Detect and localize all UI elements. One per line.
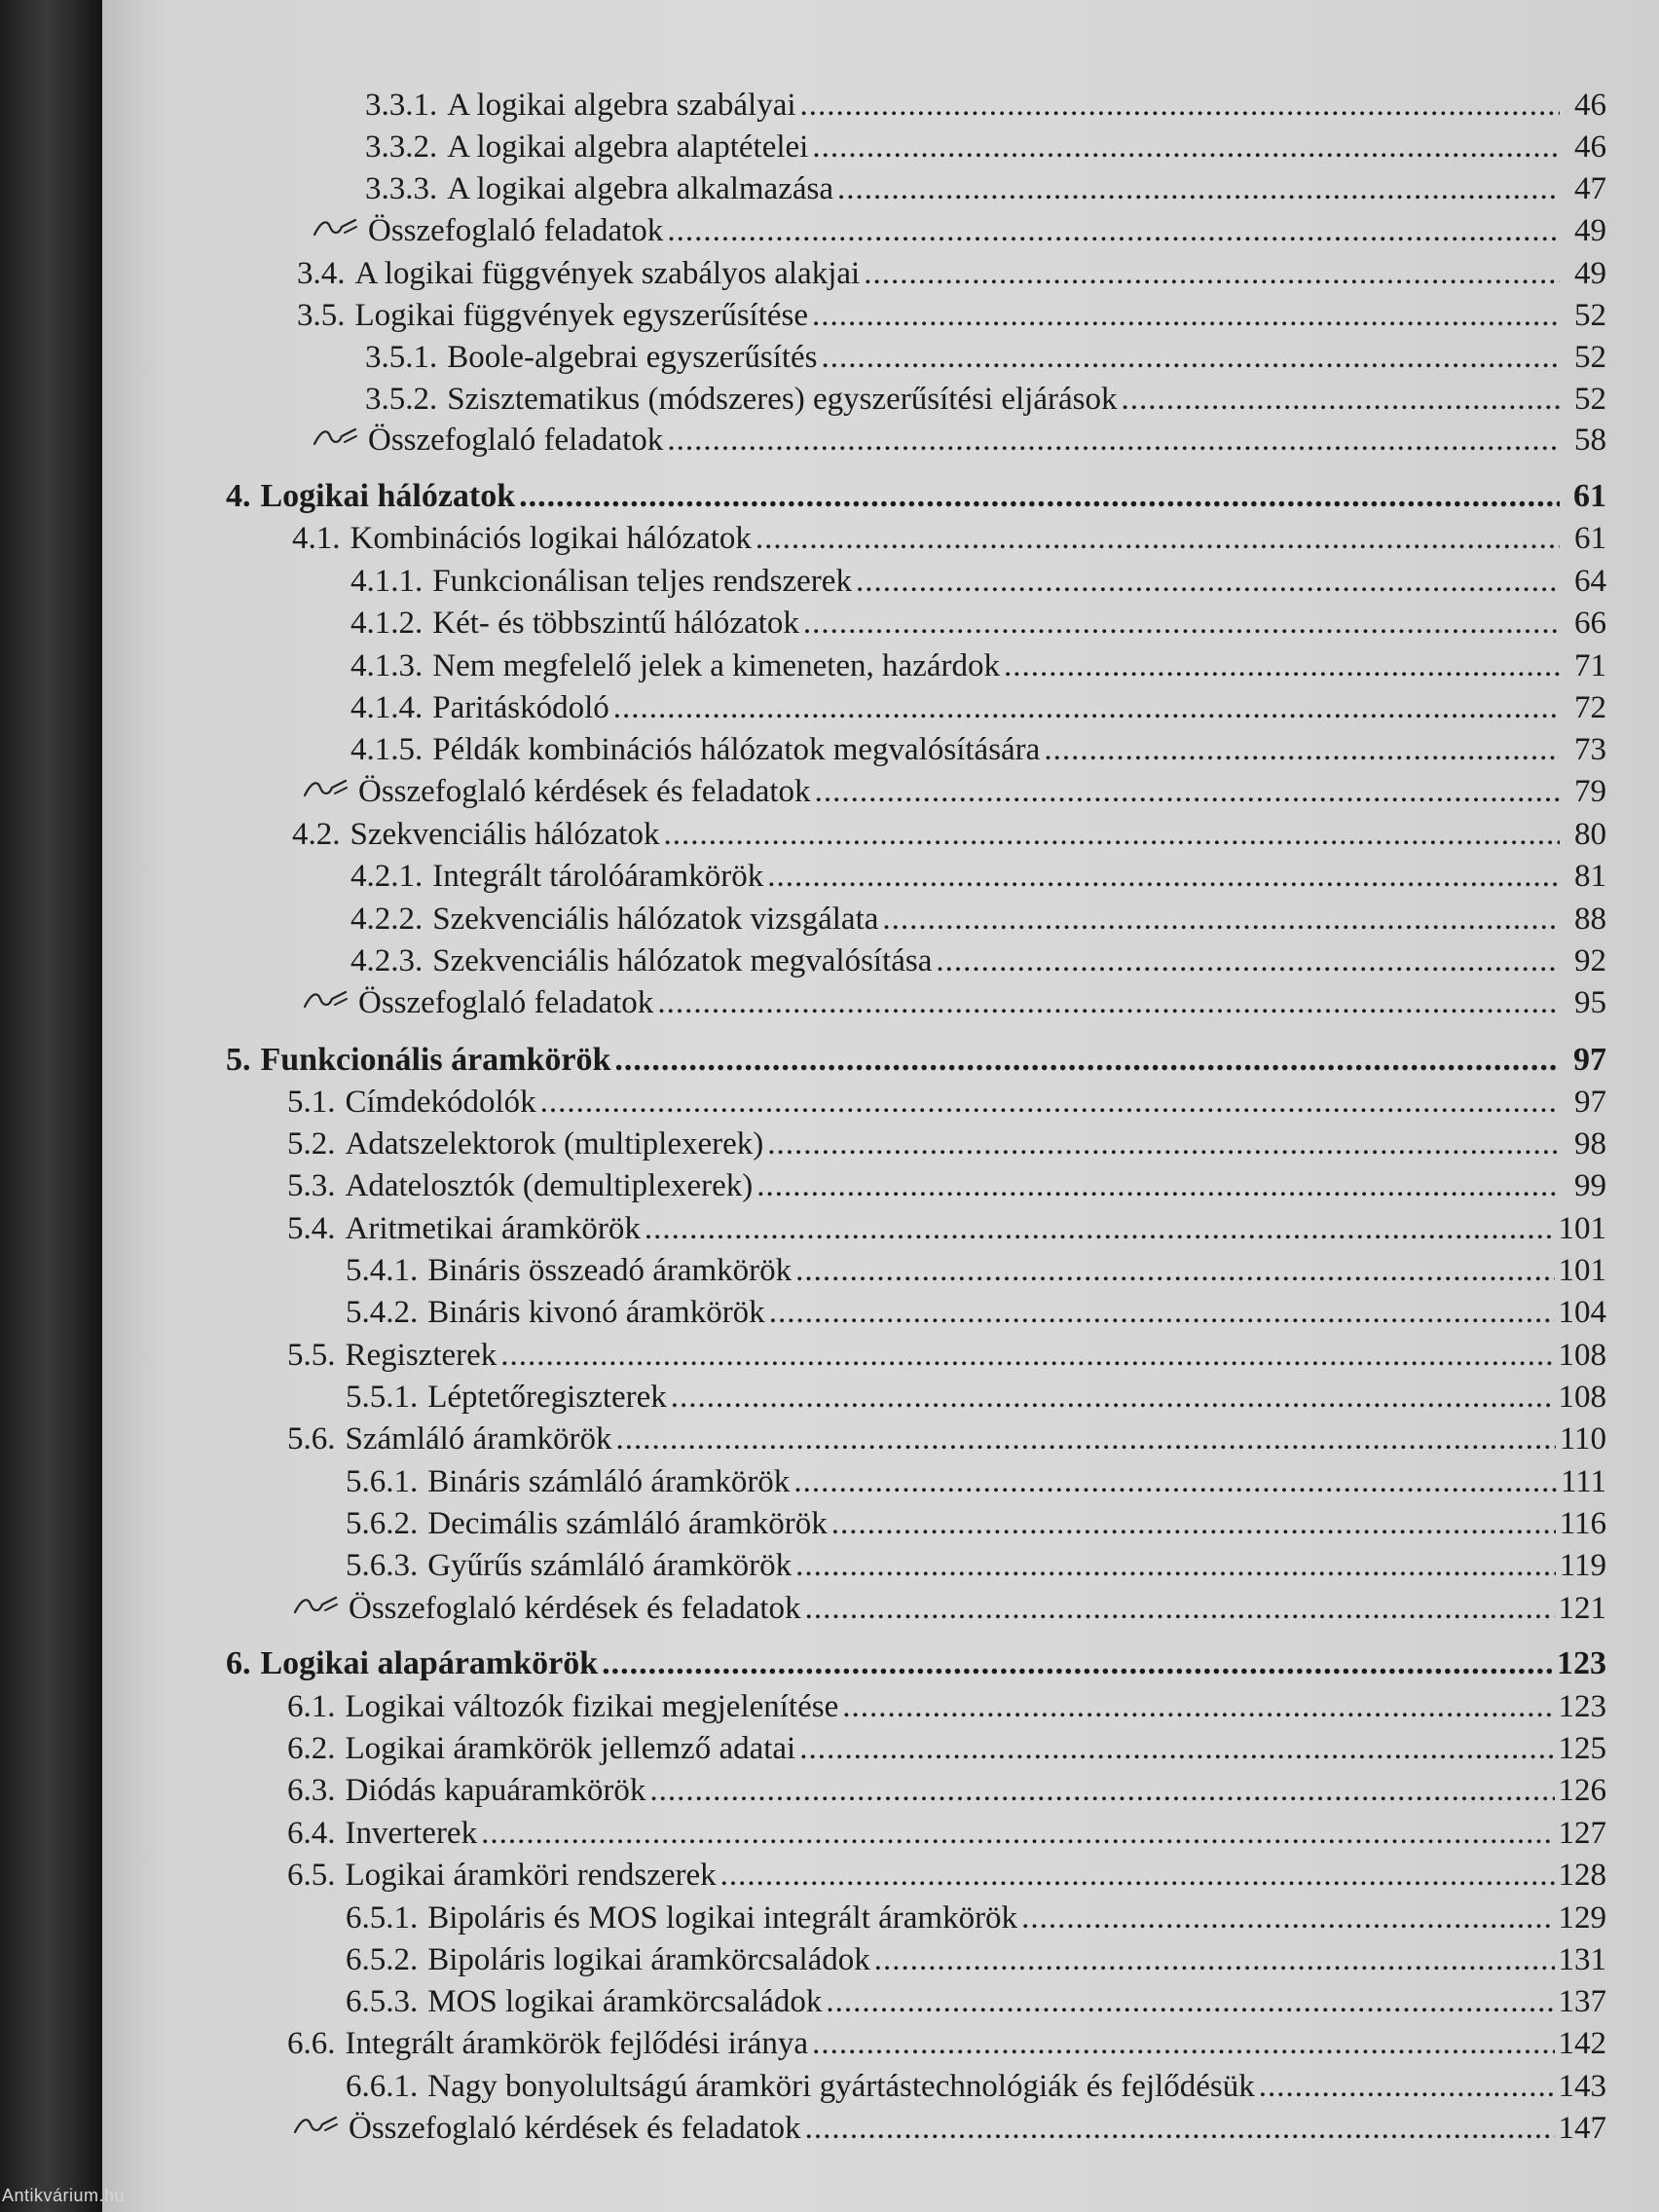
toc-entry-title: Bináris számláló áramkörök	[427, 1464, 791, 1499]
toc-entry-title: Összefoglaló feladatok	[368, 213, 664, 248]
toc-entry-title: Példák kombinációs hálózatok megvalósítására	[432, 732, 1041, 767]
toc-entry-number: 5.1.	[287, 1085, 336, 1120]
dot-leader	[1004, 646, 1560, 685]
toc-entry-page: 121	[1558, 1591, 1606, 1626]
toc-entry-title: Bipoláris és MOS logikai integrált áramkörök	[427, 1900, 1018, 1936]
toc-entry-page: 52	[1574, 340, 1606, 375]
toc-entry	[292, 2109, 1606, 2148]
toc-entry	[365, 169, 1606, 208]
toc-entry-page: 125	[1558, 1731, 1606, 1766]
dot-leader	[793, 1462, 1557, 1501]
toc-entry-title: Integrált tárolóáramkörök	[432, 859, 764, 894]
dot-leader	[720, 1856, 1555, 1895]
dot-leader	[481, 1814, 1554, 1853]
toc-entry	[287, 1687, 1606, 1726]
toc-entry	[346, 1899, 1606, 1937]
toc-entry-number: 6.2.	[287, 1731, 336, 1766]
toc-entry	[292, 815, 1606, 854]
toc-entry-page: 80	[1574, 817, 1606, 852]
toc-entry-number: 4.1.5.	[350, 732, 424, 767]
toc-entry-title: Két- és többszintű hálózatok	[432, 606, 799, 641]
toc-entry	[287, 1336, 1606, 1375]
toc-entry-title: Szekvenciális hálózatok vizsgálata	[432, 902, 879, 937]
toc-entry	[287, 1124, 1606, 1163]
toc-entry-number: 6.5.3.	[346, 1984, 419, 2019]
toc-entry-page: 123	[1558, 1689, 1606, 1724]
toc-entry-page: 110	[1559, 1421, 1606, 1456]
toc-entry-number: 6.5.1.	[346, 1900, 419, 1936]
toc-entry-page: 129	[1558, 1900, 1606, 1936]
toc-entry-page: 49	[1574, 256, 1606, 291]
toc-entry-title: Összefoglaló kérdések és feladatok	[349, 1591, 801, 1626]
toc-entry-page: 123	[1557, 1645, 1606, 1681]
dot-leader	[756, 1166, 1560, 1205]
toc-entry-page: 52	[1574, 298, 1606, 333]
toc-entry-title: Szekvenciális hálózatok	[350, 817, 660, 852]
dot-leader	[856, 562, 1560, 601]
toc-entry-page: 73	[1574, 732, 1606, 767]
dot-leader	[800, 86, 1560, 125]
toc-entry-number: 4.2.3.	[350, 943, 424, 978]
toc-entry-title: Nem megfelelő jelek a kimeneten, hazárdok	[432, 648, 1000, 683]
toc-entry-number: 5.3.	[287, 1168, 336, 1203]
toc-entry-title: Logikai függvények egyszerűsítése	[354, 298, 809, 333]
toc-entry	[287, 1166, 1606, 1205]
dot-leader	[837, 169, 1560, 208]
dot-leader	[663, 815, 1560, 854]
toc-chapter-entry	[226, 477, 1606, 516]
dot-leader	[667, 421, 1560, 460]
toc-entry	[292, 519, 1606, 558]
toc-entry	[297, 254, 1606, 293]
toc-entry	[350, 646, 1606, 685]
toc-entry-page: 92	[1574, 943, 1606, 978]
toc-entry	[287, 1209, 1606, 1248]
toc-entry-number: 4.	[226, 478, 251, 514]
toc-entry-title: Összefoglaló feladatok	[358, 985, 654, 1020]
toc-entry-page: 142	[1558, 2026, 1606, 2061]
toc-entry-page: 47	[1574, 171, 1606, 206]
dot-leader	[874, 1940, 1555, 1979]
dot-leader	[805, 1589, 1555, 1628]
toc-entry-page: 147	[1558, 2111, 1606, 2146]
dot-leader	[602, 1644, 1553, 1683]
toc-entry-number: 5.5.	[287, 1338, 336, 1373]
toc-entry-title: Integrált áramkörök fejlődési iránya	[345, 2026, 809, 2061]
dot-leader	[864, 254, 1560, 293]
dot-leader	[540, 1083, 1560, 1122]
toc-entry-title: Funkcionálisan teljes rendszerek	[432, 564, 852, 599]
dot-leader	[831, 1504, 1556, 1543]
dot-leader	[795, 1251, 1554, 1290]
pencil-exercise-icon	[302, 772, 349, 797]
toc-entry-title: Számláló áramkörök	[345, 1421, 612, 1456]
toc-entry	[350, 857, 1606, 896]
toc-entry-page: 99	[1574, 1168, 1606, 1203]
toc-entry-page: 71	[1574, 648, 1606, 683]
toc-entry-number: 5.6.	[287, 1421, 336, 1456]
toc-entry-title: Szisztematikus (módszeres) egyszerűsítési eljárások	[447, 382, 1118, 417]
toc-entry-number: 6.5.	[287, 1858, 336, 1893]
toc-entry-number: 4.2.2.	[350, 902, 424, 937]
dot-leader	[795, 1546, 1556, 1585]
toc-entry-number: 3.3.3.	[365, 171, 438, 206]
toc-entry-title: Nagy bonyolultságú áramköri gyártástechnológiák és fejlődésük	[427, 2069, 1255, 2104]
toc-entry-title: Logikai áramkörök jellemző adatai	[345, 1731, 796, 1766]
dot-leader	[1121, 380, 1560, 419]
toc-entry	[292, 1589, 1606, 1628]
dot-leader	[645, 1209, 1555, 1248]
toc-entry-number: 4.2.1.	[350, 859, 424, 894]
dot-leader	[769, 1293, 1555, 1332]
toc-entry-title: Összefoglaló kérdések és feladatok	[349, 2111, 801, 2146]
toc-entry-title: Logikai változók fizikai megjelenítése	[345, 1689, 839, 1724]
pencil-exercise-icon	[312, 211, 358, 237]
toc-entry-number: 6.3.	[287, 1773, 336, 1808]
toc-entry-page: 119	[1559, 1548, 1606, 1583]
toc-entry-number: 3.3.1.	[365, 88, 438, 123]
dot-leader	[767, 857, 1560, 896]
toc-entry	[287, 1419, 1606, 1458]
toc-entry-title: Logikai hálózatok	[260, 478, 516, 514]
toc-entry	[287, 1729, 1606, 1768]
dot-leader	[936, 941, 1560, 980]
toc-entry-number: 6.6.1.	[346, 2069, 419, 2104]
book-spine-shadow	[0, 0, 102, 2212]
dot-leader	[799, 1729, 1554, 1768]
toc-entry-page: 88	[1574, 902, 1606, 937]
dot-leader	[1044, 730, 1560, 769]
toc-entry-title: Adatelosztók (demultiplexerek)	[345, 1168, 754, 1203]
dot-leader	[812, 128, 1560, 166]
toc-entry-page: 97	[1573, 1042, 1606, 1078]
toc-entry-page: 116	[1559, 1506, 1606, 1541]
toc-entry	[346, 1546, 1606, 1585]
pencil-exercise-icon	[302, 983, 349, 1009]
toc-entry-number: 4.1.3.	[350, 648, 424, 683]
toc-entry-page: 101	[1558, 1253, 1606, 1288]
toc-entry-title: Bináris összeadó áramkörök	[427, 1253, 793, 1288]
toc-entry	[350, 604, 1606, 643]
dot-leader	[815, 772, 1560, 811]
toc-entry	[346, 2067, 1606, 2106]
toc-entry-title: Logikai áramköri rendszerek	[345, 1858, 717, 1893]
toc-entry-title: Adatszelektorok (multiplexerek)	[345, 1126, 764, 1161]
toc-entry-page: 61	[1573, 478, 1606, 514]
toc-entry-number: 5.4.	[287, 1211, 336, 1246]
table-of-contents	[102, 0, 1659, 2212]
dot-leader	[649, 1771, 1554, 1810]
toc-entry-page: 79	[1574, 774, 1606, 809]
toc-entry	[346, 1940, 1606, 1979]
toc-entry-number: 5.6.1.	[346, 1464, 419, 1499]
toc-entry-page: 104	[1558, 1295, 1606, 1330]
toc-entry-number: 4.1.2.	[350, 606, 424, 641]
toc-entry-page: 64	[1574, 564, 1606, 599]
toc-entry	[346, 1504, 1606, 1543]
toc-entry-title: Funkcionális áramkörök	[260, 1042, 611, 1078]
toc-entry	[365, 128, 1606, 166]
dot-leader	[614, 1041, 1560, 1080]
toc-entry	[287, 1083, 1606, 1122]
toc-entry-page: 49	[1574, 213, 1606, 248]
toc-entry-title: A logikai algebra alaptételei	[447, 129, 809, 165]
toc-entry-page: 81	[1574, 859, 1606, 894]
toc-entry-title: Szekvenciális hálózatok megvalósítása	[432, 943, 933, 978]
dot-leader	[671, 1378, 1555, 1417]
toc-entry-title: Boole-algebrai egyszerűsítés	[447, 340, 818, 375]
dot-leader	[1021, 1899, 1554, 1937]
toc-entry-number: 5.4.2.	[346, 1295, 419, 1330]
toc-entry-number: 3.5.	[297, 298, 346, 333]
toc-entry	[287, 2024, 1606, 2063]
toc-entry-number: 6.1.	[287, 1689, 336, 1724]
pencil-exercise-icon	[312, 421, 358, 446]
toc-entry-page: 108	[1558, 1338, 1606, 1373]
toc-entry-number: 3.5.2.	[365, 382, 438, 417]
toc-entry-page: 143	[1558, 2069, 1606, 2104]
toc-entry-title: Összefoglaló kérdések és feladatok	[358, 774, 811, 809]
dot-leader	[756, 519, 1560, 558]
dot-leader	[805, 2109, 1555, 2148]
toc-entry-title: Összefoglaló feladatok	[368, 423, 664, 458]
toc-entry-title: Bipoláris logikai áramkörcsaládok	[427, 1942, 870, 1977]
toc-entry	[350, 730, 1606, 769]
toc-entry-page: 128	[1558, 1858, 1606, 1893]
toc-entry-number: 3.5.1.	[365, 340, 438, 375]
toc-entry-title: Kombinációs logikai hálózatok	[350, 521, 752, 556]
toc-entry-page: 126	[1558, 1773, 1606, 1808]
dot-leader	[657, 983, 1560, 1022]
toc-entry-title: Inverterek	[345, 1816, 478, 1851]
toc-entry-number: 4.1.	[292, 521, 341, 556]
toc-entry-page: 111	[1560, 1464, 1606, 1499]
toc-entry-page: 46	[1574, 129, 1606, 165]
toc-entry-number: 5.5.1.	[346, 1380, 419, 1415]
toc-entry-page: 72	[1574, 690, 1606, 725]
toc-entry-number: 3.4.	[297, 256, 346, 291]
dot-leader	[822, 338, 1560, 377]
dot-leader	[500, 1336, 1554, 1375]
toc-entry-number: 5.4.1.	[346, 1253, 419, 1288]
toc-entry-page: 108	[1558, 1380, 1606, 1415]
toc-entry-number: 5.2.	[287, 1126, 336, 1161]
toc-entry-page: 95	[1574, 985, 1606, 1020]
dot-leader	[882, 900, 1560, 939]
toc-entry	[297, 296, 1606, 335]
toc-entry-title: A logikai algebra szabályai	[447, 88, 796, 123]
toc-entry	[350, 941, 1606, 980]
toc-entry-page: 66	[1574, 606, 1606, 641]
toc-entry	[287, 1814, 1606, 1853]
toc-entry-title: Léptetőregiszterek	[427, 1380, 667, 1415]
dot-leader	[616, 1419, 1556, 1458]
toc-entry-number: 6.5.2.	[346, 1942, 419, 1977]
toc-entry	[346, 1982, 1606, 2021]
toc-entry-page: 131	[1558, 1942, 1606, 1977]
toc-entry-page: 137	[1558, 1984, 1606, 2019]
toc-entry	[346, 1293, 1606, 1332]
toc-entry	[302, 772, 1606, 811]
toc-entry	[350, 688, 1606, 727]
toc-entry-page: 46	[1574, 88, 1606, 123]
toc-entry-title: A logikai függvények szabályos alakjai	[354, 256, 861, 291]
toc-entry	[365, 338, 1606, 377]
toc-entry	[302, 983, 1606, 1022]
toc-entry-page: 58	[1574, 423, 1606, 458]
dot-leader	[826, 1982, 1554, 2021]
toc-chapter-entry	[226, 1041, 1606, 1080]
pencil-exercise-icon	[292, 1589, 339, 1614]
toc-entry	[287, 1856, 1606, 1895]
toc-entry-title: Regiszterek	[345, 1338, 498, 1373]
toc-entry	[346, 1378, 1606, 1417]
toc-entry-page: 52	[1574, 382, 1606, 417]
dot-leader	[842, 1687, 1554, 1726]
toc-entry-title: Címdekódolók	[345, 1085, 536, 1120]
toc-entry	[312, 421, 1606, 460]
toc-entry-title: Gyűrűs számláló áramkörök	[427, 1548, 793, 1583]
toc-entry-title: A logikai algebra alkalmazása	[447, 171, 833, 206]
watermark: Antikvárium.hu	[2, 2186, 126, 2205]
dot-leader	[767, 1124, 1560, 1163]
toc-entry-title: Logikai alapáramkörök	[260, 1645, 599, 1681]
pencil-exercise-icon	[292, 2109, 339, 2134]
toc-entry-title: Paritáskódoló	[432, 690, 609, 725]
toc-entry-title: Aritmetikai áramkörök	[345, 1211, 641, 1246]
toc-entry-page: 97	[1574, 1085, 1606, 1120]
toc-entry-number: 6.6.	[287, 2026, 336, 2061]
toc-entry-number: 6.	[226, 1645, 251, 1681]
toc-entry-title: Diódás kapuáramkörök	[345, 1773, 646, 1808]
toc-entry-number: 3.3.2.	[365, 129, 438, 165]
dot-leader	[803, 604, 1560, 643]
toc-entry-page: 98	[1574, 1126, 1606, 1161]
toc-entry	[365, 380, 1606, 419]
toc-entry-page: 101	[1558, 1211, 1606, 1246]
toc-entry-number: 5.6.3.	[346, 1548, 419, 1583]
toc-chapter-entry	[226, 1644, 1606, 1683]
dot-leader	[812, 2024, 1554, 2063]
toc-entry-number: 6.4.	[287, 1816, 336, 1851]
toc-entry-number: 5.	[226, 1042, 251, 1078]
toc-entry	[346, 1462, 1606, 1501]
dot-leader	[1259, 2067, 1555, 2106]
toc-page	[102, 0, 1659, 2212]
toc-entry-number: 4.2.	[292, 817, 341, 852]
toc-entry-number: 5.6.2.	[346, 1506, 419, 1541]
toc-entry	[346, 1251, 1606, 1290]
toc-entry-number: 4.1.4.	[350, 690, 424, 725]
toc-entry-page: 61	[1574, 521, 1606, 556]
dot-leader	[667, 211, 1560, 250]
toc-entry	[312, 211, 1606, 250]
toc-entry-title: MOS logikai áramkörcsaládok	[427, 1984, 823, 2019]
toc-entry	[365, 86, 1606, 125]
dot-leader	[613, 688, 1560, 727]
dot-leader	[519, 477, 1560, 516]
toc-entry-page: 127	[1558, 1816, 1606, 1851]
toc-entry-title: Decimális számláló áramkörök	[427, 1506, 828, 1541]
toc-entry-number: 4.1.1.	[350, 564, 424, 599]
toc-entry-title: Bináris kivonó áramkörök	[427, 1295, 765, 1330]
toc-entry	[350, 562, 1606, 601]
toc-entry	[287, 1771, 1606, 1810]
toc-entry	[350, 900, 1606, 939]
dot-leader	[812, 296, 1560, 335]
